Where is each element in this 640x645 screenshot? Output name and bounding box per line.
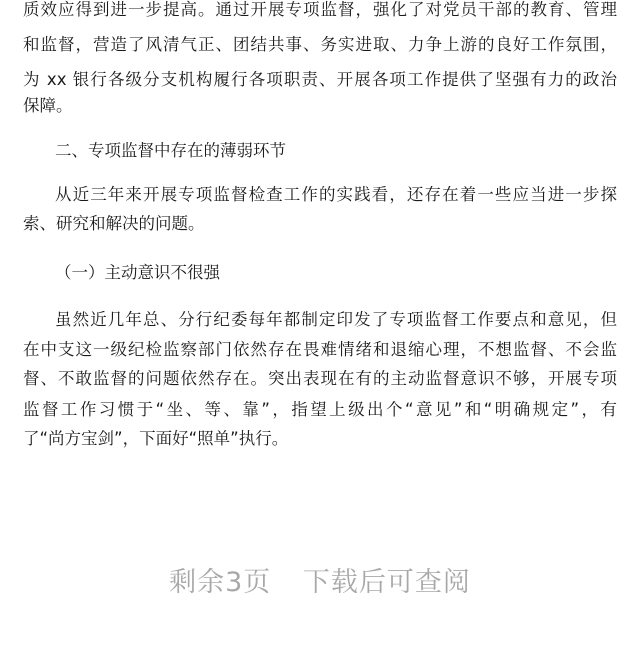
- paragraph-line: 督、不敢监督的问题依然存在。突出表现在有的主动监督意识不够，开展专项: [23, 369, 617, 388]
- subsection-heading: （一）主动意识不很强: [55, 263, 220, 282]
- paragraph-line: 了“尚方宝剑”，下面好“照单”执行。: [23, 429, 289, 448]
- section-heading: 二、专项监督中存在的薄弱环节: [55, 141, 286, 160]
- paragraph-line: 索、研究和解决的问题。: [23, 214, 205, 233]
- paragraph-line: 和监督，营造了风清气正、团结共事、务实进取、力争上游的良好工作氛围，: [23, 35, 617, 54]
- paragraph-line: 从近三年来开展专项监督检查工作的实践看，还存在着一些应当进一步探: [55, 185, 617, 204]
- paragraph-line: 为 xx 银行各级分支机构履行各项职责、开展各项工作提供了坚强有力的政治: [23, 70, 617, 89]
- paragraph-line: 质效应得到进一步提高。通过开展专项监督，强化了对党员干部的教育、管理: [23, 0, 617, 19]
- paragraph-line: 虽然近几年总、分行纪委每年都制定印发了专项监督工作要点和意见，但: [55, 310, 617, 329]
- paragraph-line: 保障。: [23, 96, 73, 115]
- paragraph-line: 监督工作习惯于“坐、等、靠”，指望上级出个“意见”和“明确规定”，有: [23, 400, 617, 419]
- paragraph-line: 在中支这一级纪检监察部门依然存在畏难情绪和退缩心理，不想监督、不会监: [23, 340, 617, 359]
- download-remaining-pages-link[interactable]: 剩余3页 下载后可查阅: [169, 567, 471, 598]
